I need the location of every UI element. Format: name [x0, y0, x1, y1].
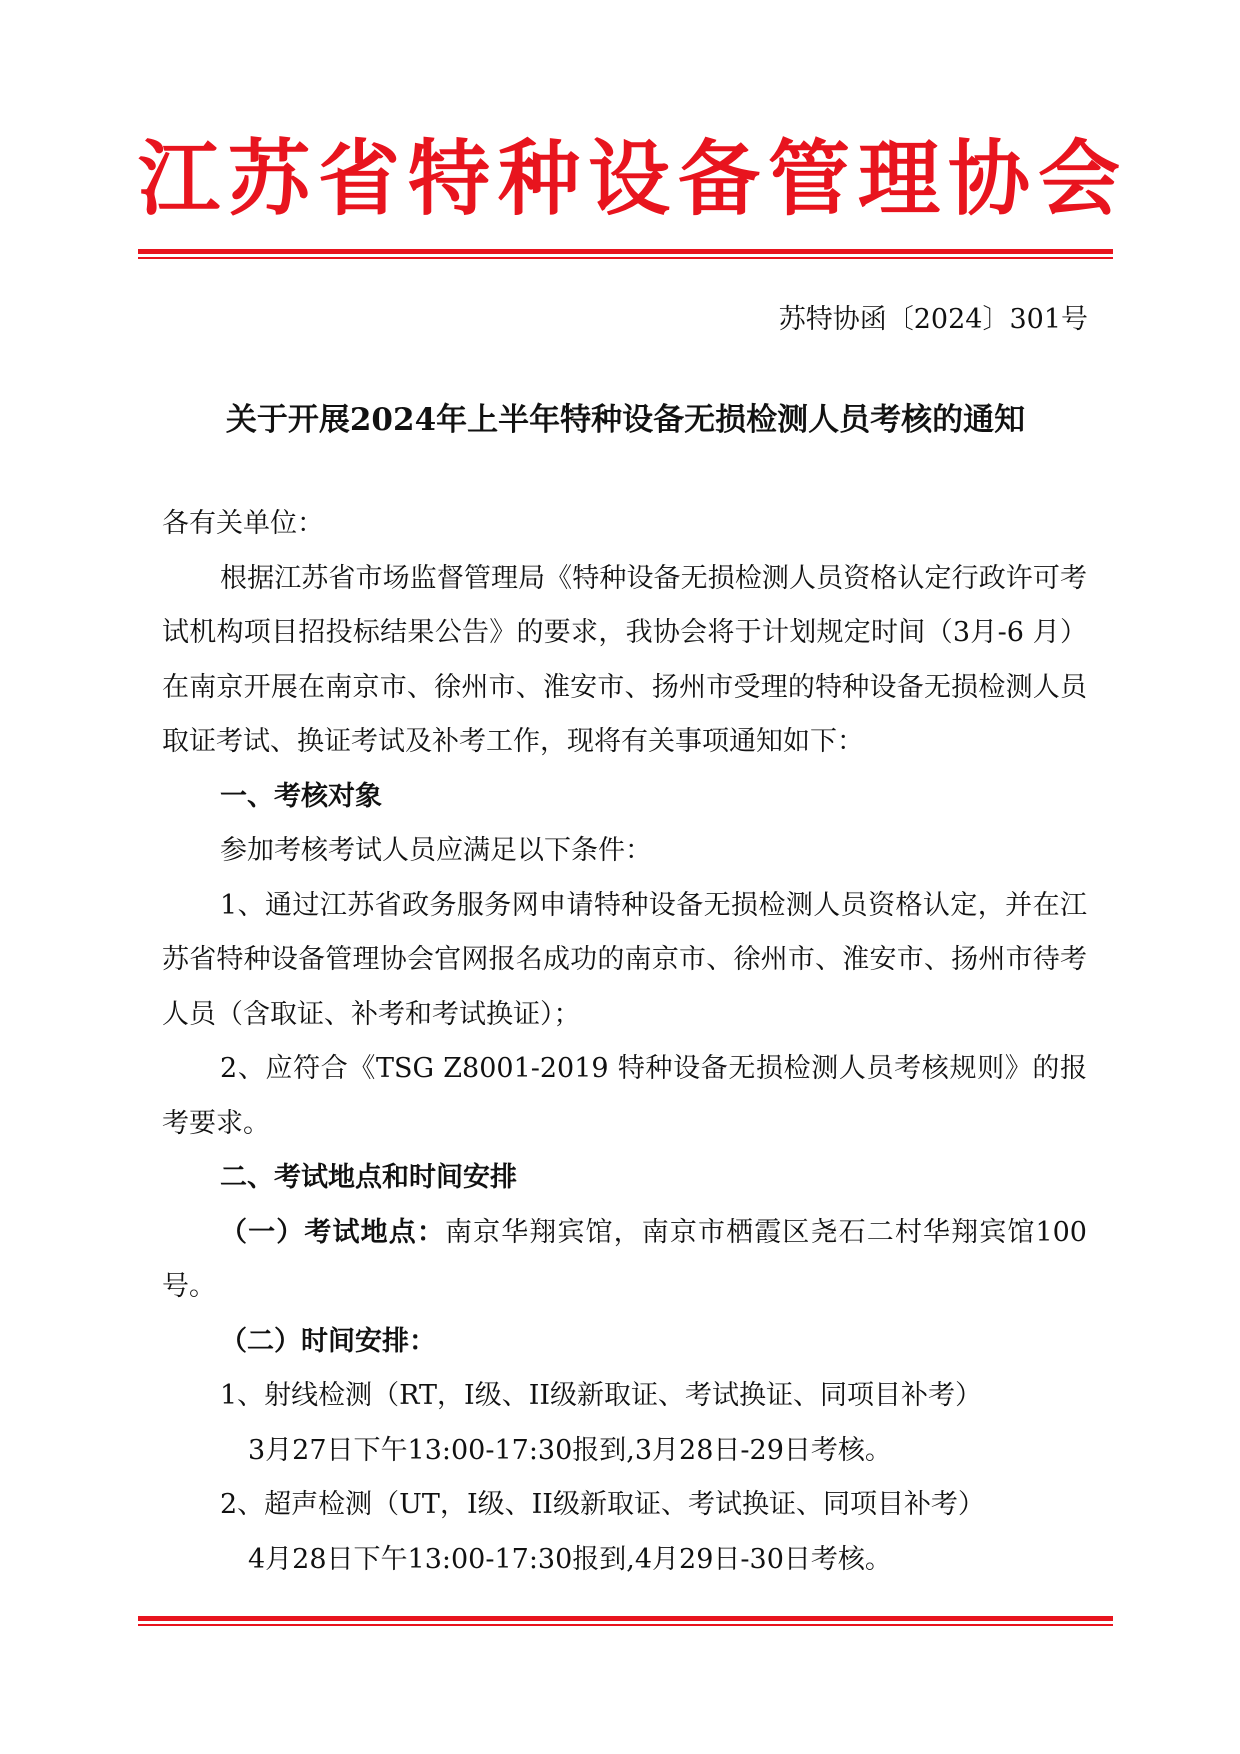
schedule-label: （二）时间安排：: [220, 1325, 436, 1357]
location-label: （一）考试地点：: [220, 1216, 445, 1248]
section-2-heading: 二、考试地点和时间安排: [220, 1162, 517, 1193]
section-1-item-2: 2、应符合《TSG Z8001-2019 特种设备无损检测人员考核规则》的报考要求。: [162, 1053, 1087, 1139]
section-1-lead: 参加考核考试人员应满足以下条件：: [220, 835, 652, 866]
location-text: 南京华翔宾馆，南京市栖霞区尧石二村华翔宾馆100号。: [162, 1216, 1087, 1302]
intro-paragraph: 根据江苏省市场监督管理局《特种设备无损检测人员资格认定行政许可考试机构项目招投标结果公告》的要求，我协会将于计划规定时间（3月-6 月）在南京开展在南京市、徐州市、淮安市、扬州市受理的特种设备无损检测人员取证考试、换证考试及补考工作，现将有关事项通知如下：: [162, 562, 1087, 757]
section-1-heading: 一、考核对象: [220, 780, 382, 812]
schedule-item-ut: 2、超声检测（UT，I级、II级新取证、考试换证、同项目补考）: [220, 1489, 985, 1520]
document-body: [162, 497, 1087, 1587]
section-1-item-1: 1、通过江苏省政务服务网申请特种设备无损检测人员资格认定，并在江苏省特种设备管理协会官网报名成功的南京市、徐州市、淮安市、扬州市待考人员（含取证、补考和考试换证）；: [162, 889, 1087, 1030]
salutation: 各有关单位：: [162, 508, 324, 539]
document-number: 苏特协函〔2024〕301号: [778, 304, 1088, 335]
schedule-time-rt: 3月27日下午13:00-17:30报到,3月28日-29日考核。: [248, 1434, 892, 1466]
schedule-time-ut: 4月28日下午13:00-17:30报到,4月29日-30日考核。: [248, 1543, 892, 1575]
schedule-item-rt: 1、射线检测（RT，I级、II级新取证、考试换证、同项目补考）: [220, 1380, 983, 1411]
location-paragraph: [162, 1206, 1087, 1315]
footer-double-rule: [138, 1616, 1113, 1626]
document-title: 关于开展2024年上半年特种设备无损检测人员考核的通知: [225, 402, 1026, 438]
masthead-title: 江苏省特种设备管理协会: [138, 132, 1129, 227]
header-double-rule: [138, 249, 1113, 259]
